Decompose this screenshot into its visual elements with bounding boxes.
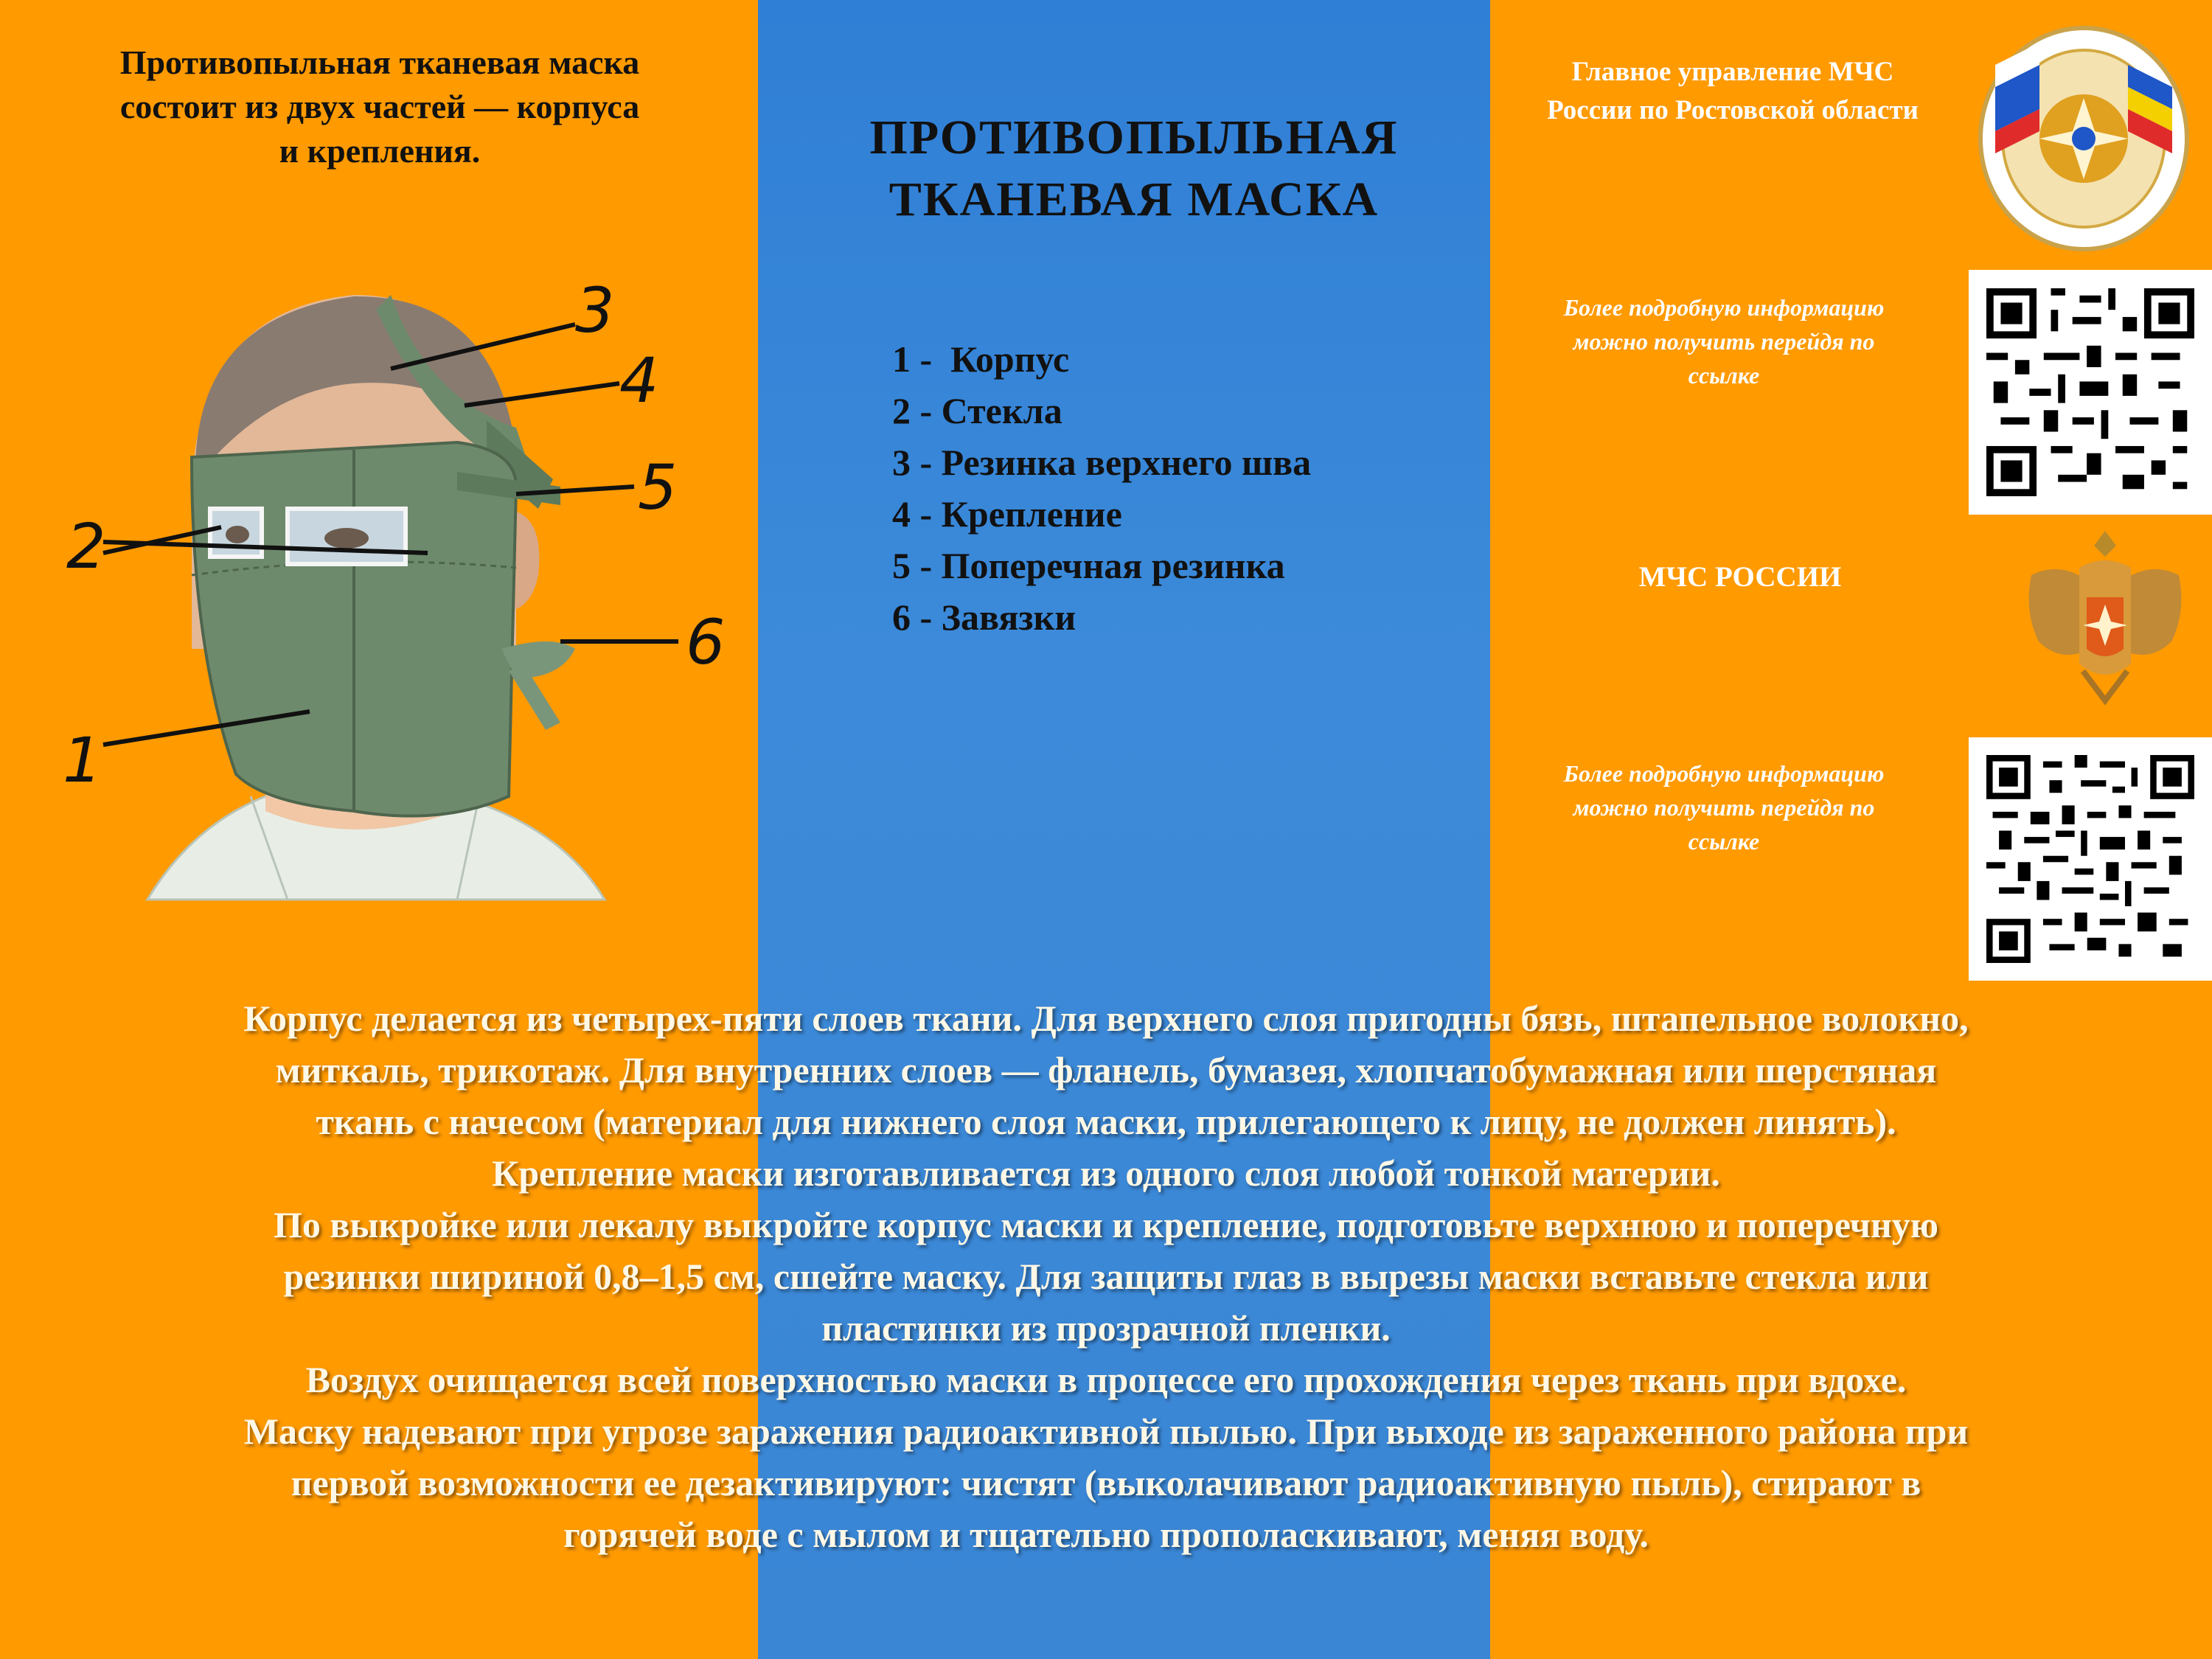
body-line: По выкройке или лекалу выкройте корпус маски и крепление, подготовьте верхнюю и поперечную — [274, 1204, 1938, 1245]
legend-item: 1 - Корпус — [892, 338, 1070, 380]
legend-item: 4 - Крепление — [892, 493, 1122, 535]
regional-emblem-icon — [1973, 21, 2194, 257]
body-line: Крепление маски изготавливается из одного слоя любой тонкой материи. — [492, 1152, 1720, 1194]
figure-label-3: 3 — [575, 274, 615, 347]
body-line: резинки шириной 0,8–1,5 см, сшейте маску. Для защиты глаз в вырезы маски вставьте стекла или — [283, 1256, 1929, 1297]
info-line: ссылке — [1688, 362, 1760, 389]
figure-label-4: 4 — [619, 344, 659, 417]
qr-code-icon — [1986, 755, 2194, 963]
intro-line: состоит из двух частей — корпуса — [119, 88, 640, 125]
info-text-1 — [1525, 291, 1923, 392]
intro-line: Противопыльная тканевая маска — [119, 44, 640, 81]
figure-label-2: 2 — [66, 510, 106, 582]
info-line: Более подробную информацию — [1563, 760, 1885, 787]
qr-code-icon — [1986, 288, 2194, 497]
mask-illustration — [44, 265, 752, 914]
info-line: ссылке — [1688, 828, 1760, 855]
info-line: можно получить перейдя по — [1573, 794, 1875, 821]
page-title — [758, 107, 1510, 231]
intro-text — [29, 41, 730, 173]
legend-item: 3 - Резинка верхнего шва — [892, 442, 1312, 483]
legend-item: 5 - Поперечная резинка — [892, 545, 1285, 586]
description-text — [103, 992, 2109, 1560]
mchs-eagle-emblem-icon — [2017, 516, 2194, 715]
mchs-label: МЧС РОССИИ — [1638, 561, 1842, 593]
body-line: горячей воде с мылом и тщательно прополаскивают, меняя воду. — [563, 1514, 1649, 1555]
info-line: Более подробную информацию — [1563, 294, 1885, 321]
body-line: Корпус делается из четырех-пяти слоев ткани. Для верхнего слоя пригодны бязь, штапельное волокно, — [243, 998, 1969, 1039]
parts-legend — [892, 333, 1311, 643]
title-line: ТКАНЕВАЯ МАСКА — [888, 173, 1380, 226]
body-line: миткаль, трикотаж. Для внутренних слоев — фланель, бумазея, хлопчатобумажная или шерстяная — [275, 1049, 1937, 1091]
organization-name — [1504, 53, 1961, 130]
body-line: Воздух очищается всей поверхностью маски в процессе его прохождения через ткань при вдохе. — [305, 1359, 1907, 1400]
org-line: России по Ростовской области — [1547, 95, 1919, 125]
org-line: Главное управление МЧС — [1571, 57, 1894, 87]
legend-item: 6 - Завязки — [892, 597, 1077, 638]
title-line: ПРОТИВОПЫЛЬНАЯ — [869, 111, 1399, 164]
info-text-2 — [1525, 757, 1923, 858]
info-line: можно получить перейдя по — [1573, 328, 1875, 355]
figure-label-6: 6 — [686, 606, 726, 678]
body-line: Маску надевают при угрозе заражения радиоактивной пылью. При выходе из зараженного района при — [243, 1411, 1969, 1452]
intro-line: и крепления. — [279, 132, 481, 170]
figure-label-1: 1 — [63, 724, 102, 796]
qr-code-1[interactable] — [1969, 270, 2212, 515]
legend-item: 2 - Стекла — [892, 390, 1062, 431]
body-line: первой возможности ее дезактивируют: чистят (выколачивают радиоактивную пыль), стирают в — [291, 1462, 1921, 1503]
figure-label-5: 5 — [638, 451, 678, 524]
body-line: ткань с начесом (материал для нижнего слоя маски, прилегающего к лицу, не должен линять). — [316, 1101, 1896, 1142]
body-line: пластинки из прозрачной пленки. — [821, 1307, 1391, 1349]
qr-code-2[interactable] — [1969, 737, 2212, 981]
